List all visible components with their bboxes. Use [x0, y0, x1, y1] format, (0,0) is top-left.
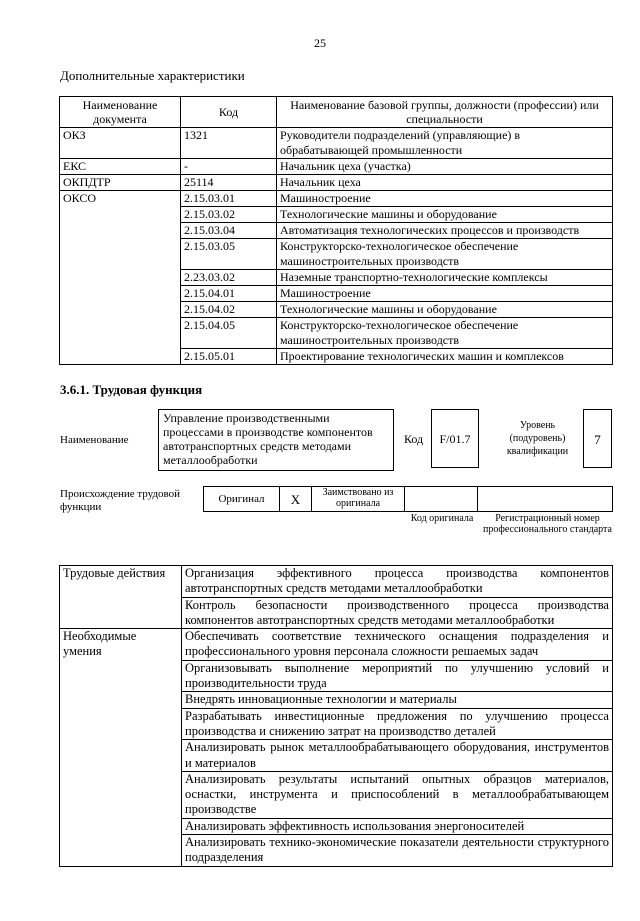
name-cell: Начальник цеха: [277, 175, 613, 191]
original-mark-cell: X: [280, 487, 312, 512]
name-cell: Автоматизация технологических процессов и производств: [277, 223, 613, 239]
function-name-label: Наименование: [60, 434, 129, 446]
header-code: Код: [181, 97, 277, 128]
name-cell: Начальник цеха (участка): [277, 159, 613, 175]
function-name-box: [158, 409, 394, 471]
borrowed-cell: Заимствовано из оригинала: [312, 487, 405, 512]
name-cell: Конструкторско-технологическое обеспечение машиностроительных производств: [277, 239, 613, 270]
code-cell: 2.15.03.05: [181, 239, 277, 270]
name-cell: Руководители подразделений (управляющие) в обрабатывающей промышленности: [277, 128, 613, 159]
action-cell: Организация эффективного процесса производства компонентов автотранспортных средств методами металлообработки: [182, 566, 613, 598]
actions-label-cell: Трудовые действия: [60, 566, 182, 629]
labor-function-table: [59, 565, 613, 867]
origin-row: [204, 487, 613, 512]
qualification-level-box: [583, 409, 612, 468]
code-cell: 1321: [181, 128, 277, 159]
doc-cell: ЕКС: [60, 159, 181, 175]
action-cell: Контроль безопасности производственного процесса производства компонентов автотранспортных средств методами металлообработки: [182, 597, 613, 629]
name-cell: Конструкторско-технологическое обеспечение машиностроительных производств: [277, 318, 613, 349]
page-number: 25: [314, 36, 326, 50]
table-row: [60, 191, 613, 207]
skill-cell: Организовывать выполнение мероприятий по улучшению условий и производительности труда: [182, 660, 613, 692]
skill-cell: Разрабатывать инвестиционные предложения по улучшению процесса производства и снижению затрат на производство деталей: [182, 708, 613, 740]
code-cell: 2.15.03.01: [181, 191, 277, 207]
code-cell: 2.15.04.02: [181, 302, 277, 318]
original-cell: Оригинал: [204, 487, 280, 512]
skill-cell: Обеспечивать соответствие технического оснащения подразделения и профессионального уровня персонала сложности решаемых задач: [182, 629, 613, 661]
code-cell: 2.15.05.01: [181, 349, 277, 365]
skill-cell: Анализировать рынок металлообрабатывающего оборудования, инструментов и материалов: [182, 740, 613, 772]
table-row: [60, 175, 613, 191]
code-cell: 2.15.03.02: [181, 207, 277, 223]
skill-cell: Анализировать результаты испытаний опытных образцов материалов, оснастки, инструмента и приспособлений в металлообрабатывающем производстве: [182, 771, 613, 818]
table-row: [60, 128, 613, 159]
doc-cell: ОКЗ: [60, 128, 181, 159]
name-cell: Машиностроение: [277, 191, 613, 207]
function-title: 3.6.1. Трудовая функция: [60, 382, 203, 397]
table-row: [60, 566, 613, 598]
original-code-caption: Код оригинала: [410, 513, 474, 524]
name-cell: Наземные транспортно-технологические комплексы: [277, 270, 613, 286]
origin-table: [203, 486, 613, 512]
origin-label: Происхождение трудовой функции: [60, 488, 181, 513]
doc-cell: ОКСО: [60, 191, 181, 365]
function-code-label: Код: [404, 432, 424, 446]
qualification-level-value: 7: [594, 432, 601, 447]
skills-label-cell: Необходимые умения: [60, 629, 182, 866]
header-document: Наименование документа: [60, 97, 181, 128]
registration-number-cell: [478, 487, 613, 512]
table-header-row: [60, 97, 613, 128]
qualification-level-label: Уровень (подуровень) квалификации: [506, 420, 569, 457]
code-cell: 2.23.03.02: [181, 270, 277, 286]
header-name: Наименование базовой группы, должности (профессии) или специальности: [277, 97, 613, 128]
skill-cell: Анализировать технико-экономические показатели деятельности структурного подразделения: [182, 835, 613, 867]
code-cell: 2.15.04.05: [181, 318, 277, 349]
registration-number-caption: Регистрационный номер профессионального стандарта: [483, 513, 612, 535]
skill-cell: Анализировать эффективность использования энергоносителей: [182, 818, 613, 834]
code-cell: -: [181, 159, 277, 175]
code-cell: 2.15.04.01: [181, 286, 277, 302]
section-heading: Дополнительные характеристики: [60, 68, 245, 83]
name-cell: Технологические машины и оборудование: [277, 302, 613, 318]
skill-cell: Внедрять инновационные технологии и материалы: [182, 692, 613, 708]
table-row: [60, 159, 613, 175]
function-code-value: F/01.7: [439, 432, 471, 446]
additional-characteristics-table: [59, 96, 613, 365]
doc-cell: ОКПДТР: [60, 175, 181, 191]
original-code-cell: [405, 487, 478, 512]
table-row: [60, 629, 613, 661]
name-cell: Технологические машины и оборудование: [277, 207, 613, 223]
code-cell: 25114: [181, 175, 277, 191]
function-code-box: [431, 409, 479, 468]
name-cell: Машиностроение: [277, 286, 613, 302]
name-cell: Проектирование технологических машин и комплексов: [277, 349, 613, 365]
code-cell: 2.15.03.04: [181, 223, 277, 239]
function-name-value: Управление производственными процессами в производстве компонентов автотранспортных средств методами металлообработки: [163, 411, 373, 467]
